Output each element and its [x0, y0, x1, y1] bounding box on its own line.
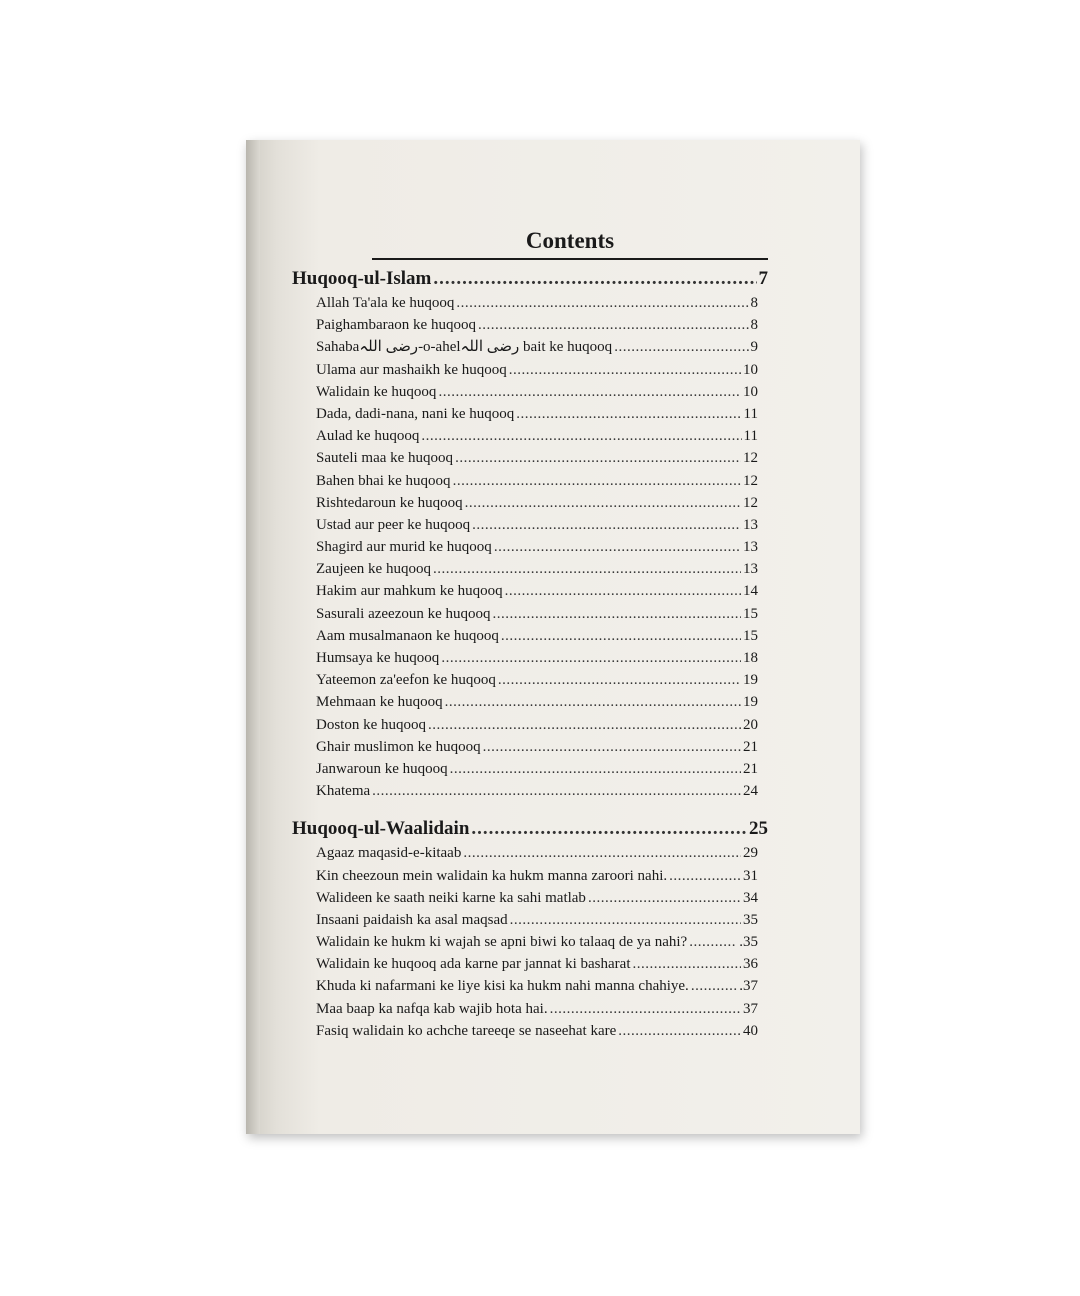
dot-leader [510, 909, 741, 931]
section-heading-label: Huqooq-ul-Islam [292, 268, 432, 289]
dot-leader [618, 1020, 741, 1042]
toc-entry-label: Maa baap ka nafqa kab wajib hota hai. [316, 1000, 548, 1017]
toc-entry [316, 842, 758, 864]
toc-entry-label: Mehmaan ke huqooq [316, 694, 443, 711]
dot-leader [372, 780, 741, 802]
dot-leader [633, 953, 741, 975]
dot-leader [465, 492, 741, 514]
toc-entry-page-number: 14 [743, 583, 758, 600]
dot-leader [421, 425, 741, 447]
toc-entry-label: Allah Ta'ala ke huqooq [316, 295, 455, 311]
toc-entry [316, 447, 758, 469]
toc-entry [316, 669, 758, 691]
toc-entry-page-number: 13 [743, 516, 758, 533]
toc-entry-label: Ustad aur peer ke huqooq [316, 516, 471, 533]
toc-entry-label: Agaaz maqasid-e-kitaab [316, 845, 462, 862]
toc-entry-label: Khatema [316, 783, 371, 800]
toc-entry [316, 314, 758, 336]
dot-leader [509, 359, 741, 381]
toc-entry-label: Zaujeen ke huqooq [316, 561, 431, 578]
dot-leader [441, 647, 741, 669]
toc-entry-page-number: 36 [743, 956, 758, 973]
contents-title: Contents [372, 228, 768, 260]
toc-entry-page-number: 40 [743, 1022, 758, 1039]
toc-entry-page-number: 12 [743, 472, 758, 489]
toc-entry [316, 714, 758, 736]
toc-entry-label: Sahabaرضی اللہ-o-ahelرضی اللہ bait ke huqooq [316, 339, 613, 356]
toc-entry-label: Walidain ke huqooq ada karne par jannat ki basharat [316, 956, 631, 973]
toc-entry-label: Humsaya ke huqooq [316, 650, 440, 666]
toc-entry [316, 492, 758, 514]
toc-entry [316, 470, 758, 492]
dot-leader [505, 580, 741, 602]
toc-entry-page-number: 19 [743, 672, 758, 689]
toc-entry [316, 975, 758, 997]
toc-entry [316, 998, 758, 1020]
toc-entry [316, 780, 758, 802]
dot-leader [453, 470, 741, 492]
toc-entry-label: Hakim aur mahkum ke huqooq [316, 583, 503, 600]
dot-leader [471, 818, 747, 840]
toc-entry-label: Dada, dadi-nana, nani ke huqooq [316, 405, 515, 422]
toc-entry [316, 647, 758, 669]
toc-entry-page-number: 21 [743, 738, 758, 755]
toc-entry [316, 425, 758, 447]
toc-entry-page-number: 10 [743, 383, 758, 400]
toc-entry-page-number: 8 [750, 317, 758, 334]
section-heading [292, 818, 768, 842]
toc-entry-label: Janwaroun ke huqooq [316, 760, 448, 777]
dot-leader [494, 536, 741, 558]
dot-leader [691, 975, 737, 997]
section-entries [316, 842, 758, 1042]
toc-entry-page-number: 15 [743, 627, 758, 644]
toc-entry-page-number: .37 [739, 978, 758, 995]
toc-entry [316, 1020, 758, 1042]
page-spine-edge [246, 140, 260, 1134]
dot-leader [433, 268, 756, 290]
dot-leader [550, 998, 741, 1020]
dot-leader [450, 758, 741, 780]
toc-entry [316, 603, 758, 625]
toc-entry-label: Kin cheezoun mein walidain ka hukm manna zaroori nahi. [316, 867, 668, 884]
dot-leader [689, 931, 737, 953]
toc-entry [316, 865, 758, 887]
toc-entry-label: Aam musalmanaon ke huqooq [316, 627, 499, 644]
contents-sections [292, 268, 768, 1042]
dot-leader [614, 336, 748, 358]
toc-entry [316, 691, 758, 713]
toc-entry-label: Walidain ke huqooq [316, 383, 437, 400]
toc-entry-label: Walidain ke hukm ki wajah se apni biwi ko talaaq de ya nahi? [316, 934, 688, 951]
toc-entry [316, 536, 758, 558]
toc-entry [316, 558, 758, 580]
dot-leader [493, 603, 741, 625]
toc-entry-page-number: 12 [743, 494, 758, 511]
toc-entry-page-number: 29 [743, 845, 758, 862]
toc-entry-label: Khuda ki nafarmani ke liye kisi ka hukm nahi manna chahiye. [316, 978, 689, 995]
toc-entry-label: Ghair muslimon ke huqooq [316, 738, 481, 755]
toc-entry [316, 625, 758, 647]
toc-entry-label: Bahen bhai ke huqooq [316, 472, 451, 489]
toc-entry [316, 514, 758, 536]
dot-leader [472, 514, 741, 536]
section-page-number: 25 [749, 818, 768, 840]
dot-leader [445, 691, 741, 713]
toc-entry-page-number: 31 [743, 867, 758, 884]
toc-entry-label: Sauteli maa ke huqooq [316, 450, 454, 467]
dot-leader [456, 292, 748, 314]
table-of-contents [292, 228, 768, 1042]
toc-entry-label: Fasiq walidain ko achche tareeqe se naseehat kare [316, 1022, 617, 1039]
toc-entry-page-number: 13 [743, 561, 758, 578]
toc-entry-page-number: 11 [743, 428, 758, 445]
toc-entry-page-number: 13 [743, 539, 758, 556]
toc-entry [316, 909, 758, 931]
toc-entry-label: Yateemon za'eefon ke huqooq [316, 672, 496, 689]
section-heading [292, 268, 768, 292]
toc-entry-label: Paighambaraon ke huqooq [316, 317, 476, 334]
toc-entry-page-number: 8 [750, 295, 758, 311]
toc-entry-label: Insaani paidaish ka asal maqsad [316, 911, 508, 928]
dot-leader [428, 714, 741, 736]
toc-entry [316, 580, 758, 602]
toc-entry [316, 887, 758, 909]
dot-leader [463, 842, 741, 864]
dot-leader [483, 736, 741, 758]
toc-entry [316, 292, 758, 314]
section-page-number: 7 [758, 268, 768, 289]
toc-entry-label: Rishtedaroun ke huqooq [316, 494, 463, 511]
toc-entry-page-number: 20 [743, 716, 758, 733]
toc-entry-label: Doston ke huqooq [316, 716, 426, 733]
dot-leader [455, 447, 741, 469]
toc-entry [316, 359, 758, 381]
toc-entry-page-number: 19 [743, 694, 758, 711]
dot-leader [516, 403, 741, 425]
dot-leader [438, 381, 741, 403]
section-heading-label: Huqooq-ul-Waalidain [292, 818, 470, 840]
toc-entry-page-number: 18 [743, 650, 758, 666]
toc-entry-label: Aulad ke huqooq [316, 428, 420, 445]
toc-entry-page-number: 37 [743, 1000, 758, 1017]
toc-entry-page-number: 9 [750, 339, 758, 356]
toc-entry [316, 403, 758, 425]
toc-entry-page-number: 21 [743, 760, 758, 777]
toc-entry [316, 758, 758, 780]
toc-entry-page-number: 15 [743, 605, 758, 622]
toc-entry-page-number: 24 [743, 783, 758, 800]
dot-leader [498, 669, 741, 691]
toc-entry-page-number: 34 [743, 889, 758, 906]
toc-entry-label: Sasurali azeezoun ke huqooq [316, 605, 491, 622]
toc-entry-page-number: 35 [743, 911, 758, 928]
dot-leader [433, 558, 741, 580]
toc-entry-label: Walideen ke saath neiki karne ka sahi matlab [316, 889, 586, 906]
toc-entry-page-number: .35 [739, 934, 758, 951]
dot-leader [478, 314, 749, 336]
toc-entry-page-number: 10 [743, 361, 758, 378]
dot-leader [588, 887, 741, 909]
toc-entry [316, 336, 758, 358]
toc-entry [316, 381, 758, 403]
section-entries [316, 292, 758, 802]
toc-entry-label: Shagird aur murid ke huqooq [316, 539, 492, 556]
toc-entry-page-number: 11 [743, 405, 758, 422]
toc-entry [316, 931, 758, 953]
toc-entry-page-number: 12 [743, 450, 758, 467]
toc-entry [316, 953, 758, 975]
toc-entry [316, 736, 758, 758]
dot-leader [669, 865, 741, 887]
dot-leader [501, 625, 741, 647]
toc-entry-label: Ulama aur mashaikh ke huqooq [316, 361, 507, 378]
